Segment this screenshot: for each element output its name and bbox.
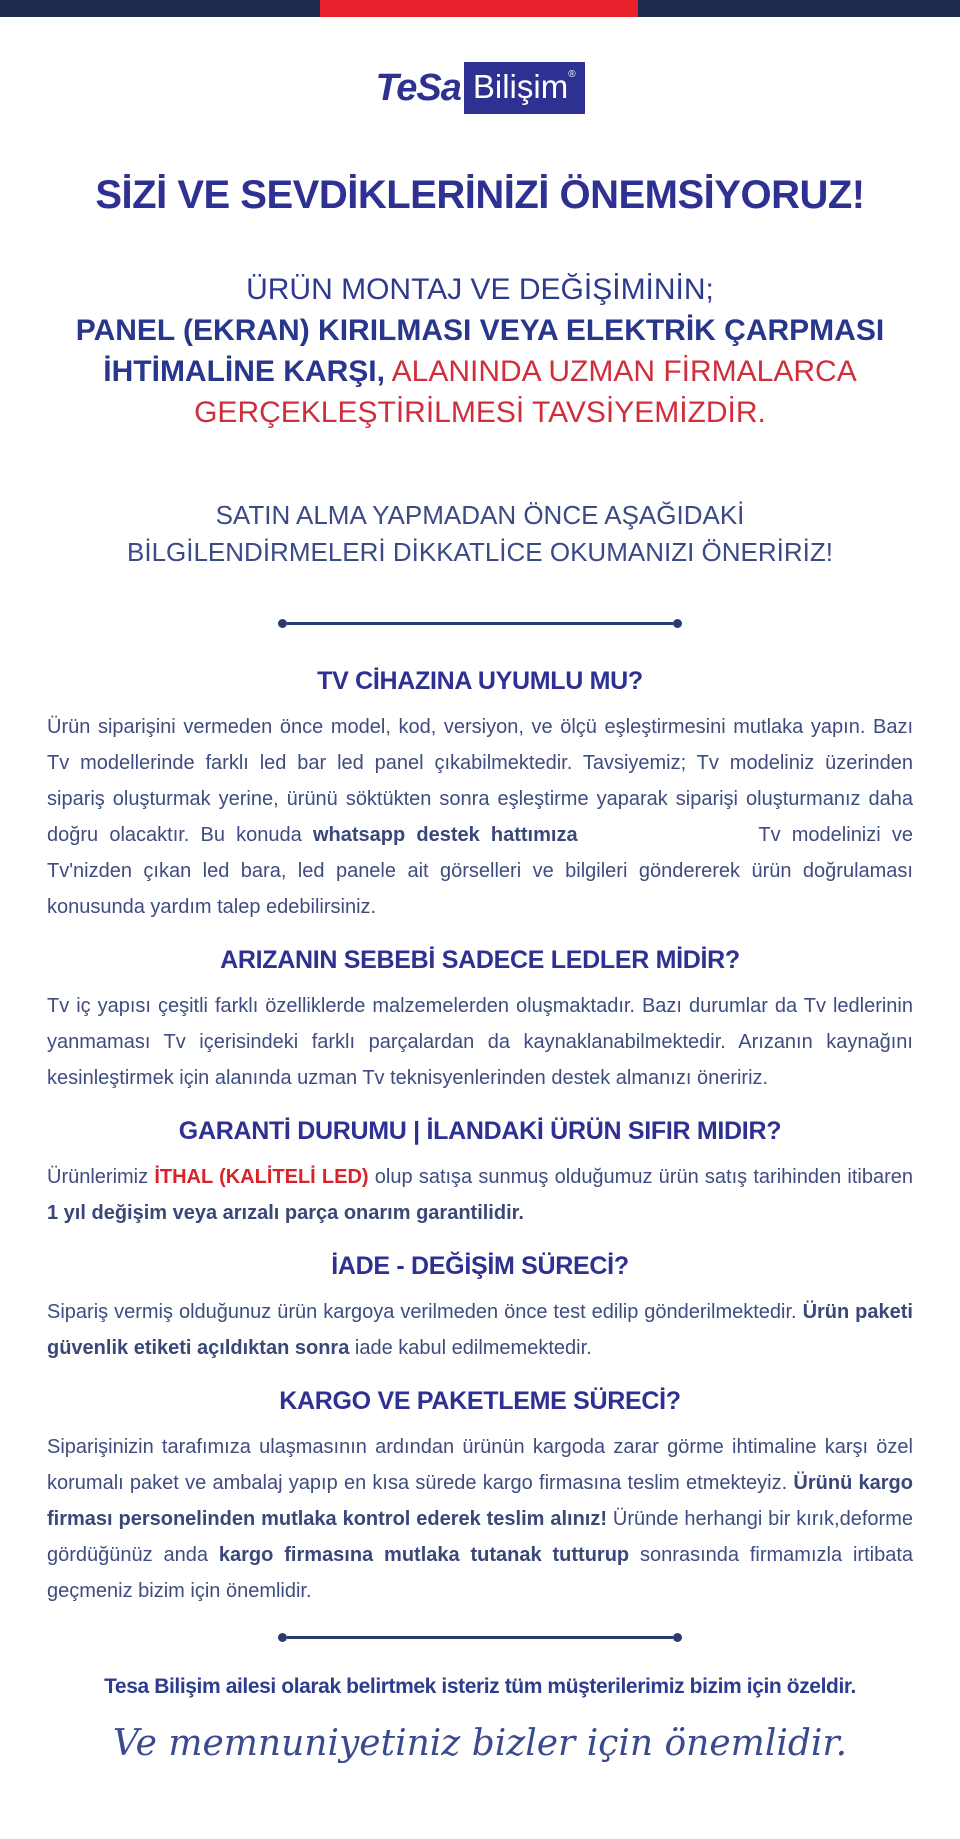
footer-signature: Ve memnuniyetiniz bizler için önemlidir.	[112, 1723, 848, 1764]
paragraph-segment: Siparişinizin tarafımıza ulaşmasının ardından ürünün kargoda zarar görme ihtimaline karşı özel korumalı paket ve ambalaj yapıp en kısa sürede kargo firmasına teslim etmekteyiz.	[47, 1436, 913, 1494]
section-divider-top	[278, 619, 682, 628]
divider-dot-left	[278, 619, 287, 628]
paragraph-segment-bold: 1 yıl değişim veya arızalı parça onarım garantilidir.	[47, 1202, 524, 1224]
paragraph-segment: Ürünlerimiz	[47, 1166, 155, 1188]
divider-dot-right	[673, 619, 682, 628]
section-paragraph	[47, 988, 913, 1096]
paragraph-segment-bold: whatsapp destek hattımıza	[312, 824, 578, 846]
paragraph-segment: sonrasında firmamızla irtibata geçmeniz bizim için önemlidir.	[47, 1544, 914, 1602]
section-title: KARGO VE PAKETLEME SÜRECİ?	[279, 1387, 681, 1415]
intro-line-red: ALANINDA UZMAN FİRMALARCA GERÇEKLEŞTİRİLMESİ TAVSİYEMİZDİR.	[194, 355, 857, 429]
footer-statement: Tesa Bilişim ailesi olarak belirtmek isteriz tüm müşterilerimiz bizim için özeldir.	[104, 1675, 856, 1698]
paragraph-segment-bold: kargo firmasına mutlaka tutanak tutturup	[218, 1544, 630, 1566]
paragraph-segment: Üründe herhangi bir kırık,deforme gördüğünüz anda	[47, 1508, 913, 1566]
main-headline: SİZİ VE SEVDİKLERİNİZİ ÖNEMSİYORUZ!	[95, 173, 865, 217]
divider-line	[287, 622, 673, 625]
purchase-notice: SATIN ALMA YAPMADAN ÖNCE AŞAĞIDAKİ BİLGİLENDİRMELERİ DİKKATLİCE OKUMANIZI ÖNERİRİZ!	[127, 500, 833, 567]
logo-bilisim-text: Bilişim	[472, 68, 569, 105]
brand-logo	[0, 61, 960, 115]
section-paragraph	[47, 1429, 913, 1609]
section-paragraph	[47, 709, 913, 925]
paragraph-segment: Ürün siparişini vermeden önce model, kod, versiyon, ve ölçü eşleştirmesini mutlaka yapın. Bazı Tv modellerinde farklı led bar led panel çıkabilmektedir. Tavsiyemiz; Tv modeliniz üzerinden sipariş oluşturmak yerine, ürünü söktükten sonra eşleştirme yaparak siparişi oluşturmanız daha doğru olacaktır. Bu konuda	[47, 716, 913, 846]
divider-line	[287, 1636, 673, 1639]
registered-trademark-icon: ®	[568, 69, 576, 80]
section-title: GARANTİ DURUMU | İLANDAKİ ÜRÜN SIFIR MIDIR?	[178, 1117, 782, 1145]
paragraph-segment-red: İTHAL (KALİTELİ LED)	[154, 1166, 369, 1188]
paragraph-segment: Tv iç yapısı çeşitli farklı özelliklerde malzemelerden oluşmaktadır. Bazı durumlar da Tv ledlerinin yanmaması Tv içerisindeki farklı parçalardan da kaynaklanabilmektedir. Arızanın kaynağını kesinleştirmek için alanında uzman Tv teknisyenlerinden destek almanızı öneririz.	[47, 995, 913, 1089]
intro-line-regular: ÜRÜN MONTAJ VE DEĞİŞİMİNİN;	[246, 273, 714, 306]
section-warranty	[0, 1116, 960, 1231]
paragraph-segment: Tv modelinizi ve Tv'nizden çıkan led bara, led panele ait görselleri ve bilgileri göndererek ürün doğrulaması konusunda yardım talep edebilirsiniz.	[47, 824, 913, 918]
section-fault-cause	[0, 945, 960, 1096]
section-title: İADE - DEĞİŞİM SÜRECİ?	[331, 1252, 629, 1280]
top-bar	[0, 0, 960, 17]
top-bar-red-segment	[320, 0, 638, 17]
paragraph-segment-bold: Ürünü kargo firması personelinden mutlaka kontrol ederek teslim alınız!	[47, 1472, 913, 1530]
divider-dot-right	[673, 1633, 682, 1642]
section-paragraph	[47, 1294, 913, 1366]
section-paragraph	[47, 1159, 913, 1231]
paragraph-segment: iade kabul edilmemektedir.	[349, 1337, 592, 1359]
paragraph-segment: olup satışa sunmuş olduğumuz ürün satış tarihinden itibaren	[368, 1166, 913, 1188]
intro-line-bold: PANEL (EKRAN) KIRILMASI VEYA ELEKTRİK ÇARPMASI İHTİMALİNE KARŞI,	[75, 314, 885, 388]
paragraph-segment: Sipariş vermiş olduğunuz ürün kargoya verilmeden önce test edilip gönderilmektedir.	[47, 1301, 803, 1323]
intro-statement	[74, 269, 886, 433]
section-return-exchange	[0, 1251, 960, 1366]
divider-dot-left	[278, 1633, 287, 1642]
section-title: ARIZANIN SEBEBİ SADECE LEDLER MİDİR?	[220, 946, 740, 974]
logo-tesa-text: TeSa	[375, 67, 461, 109]
section-shipping-packaging	[0, 1386, 960, 1609]
section-tv-compatibility	[0, 666, 960, 925]
logo-bilisim-box	[464, 62, 585, 114]
section-divider-bottom	[278, 1633, 682, 1642]
paragraph-segment-bold: Ürün paketi güvenlik etiketi açıldıktan sonra	[47, 1301, 913, 1359]
section-title: TV CİHAZINA UYUMLU MU?	[317, 667, 643, 695]
